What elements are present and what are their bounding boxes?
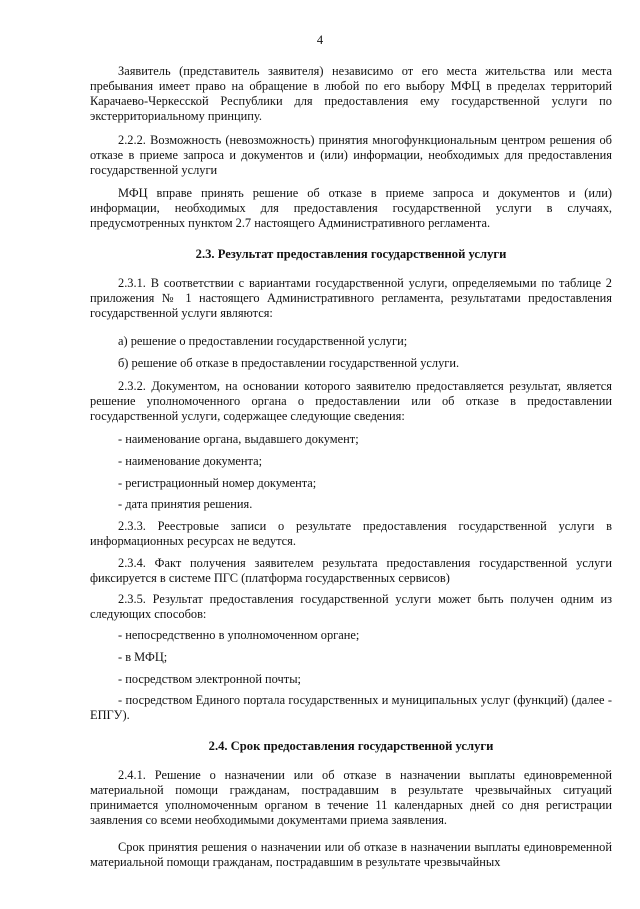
paragraph: - посредством Единого портала государственных и муниципальных услуг (функций) (далее - ЕПГУ). [90, 693, 612, 722]
section-heading: 2.4. Срок предоставления государственной услуги [208, 739, 494, 753]
list-item: - дата принятия решения. [118, 497, 253, 511]
paragraph: 2.2.2. Возможность (невозможность) принятия многофункциональным центром решения об отказе в приеме запроса и документов и (или) информации, необходимых для предоставления государственной услуги [90, 133, 612, 177]
paragraph: 2.4.1. Решение о назначении или об отказе в назначении выплаты единовременной материальной помощи гражданам, пострадавшим в результате чрезвычайных ситуаций принимается уполномоченным органом в течение 11 календарных дней со дня регистрации заявления со всеми необходимыми документами приема заявления. [90, 768, 612, 827]
section-heading: 2.3. Результат предоставления государственной услуги [195, 247, 507, 261]
list-item: - наименование документа; [118, 454, 263, 468]
paragraph: 2.3.1. В соответствии с вариантами государственной услуги, определяемыми по таблице 2 приложения № 1 настоящего Административного регламента, результатами предоставления государственной услуги являются: [90, 276, 612, 320]
paragraph: МФЦ вправе принять решение об отказе в приеме запроса и документов и (или) информации, необходимых для предоставления государственной услуги в случаях, предусмотренных пунктом 2.7 настоящего Административного регламента. [90, 186, 612, 230]
list-item: б) решение об отказе в предоставлении государственной услуги. [118, 356, 460, 370]
page-number: 4 [316, 33, 324, 47]
list-item: а) решение о предоставлении государственной услуги; [118, 334, 408, 348]
paragraph: 2.3.2. Документом, на основании которого заявителю предоставляется результат, является решение уполномоченного органа о предоставлении или об отказе в предоставлении государственной услуги, содержащее следующие сведения: [90, 379, 612, 423]
list-item: - в МФЦ; [118, 650, 168, 664]
paragraph: 2.3.4. Факт получения заявителем результата предоставления государственной услуги фиксируется в системе ПГС (платформа государственных сервисов) [90, 556, 612, 585]
paragraph: 2.3.3. Реестровые записи о результате предоставления государственной услуги в информационных ресурсах не ведутся. [90, 519, 612, 548]
paragraph: Заявитель (представитель заявителя) независимо от его места жительства или места пребывания имеет право на обращение в любой по его выбору МФЦ в пределах территорий Карачаево-Черкесской Республики для предоставления ему государственной услуги по экстерриториальному принципу. [90, 64, 612, 123]
list-item: - регистрационный номер документа; [118, 476, 317, 490]
paragraph: Срок принятия решения о назначении или об отказе в назначении выплаты единовременной материальной помощи гражданам, пострадавшим в результате чрезвычайных [90, 840, 612, 869]
list-item: - посредством электронной почты; [118, 672, 301, 686]
paragraph: 2.3.5. Результат предоставления государственной услуги может быть получен одним из следующих способов: [90, 592, 612, 621]
list-item: - непосредственно в уполномоченном органе; [118, 628, 360, 642]
list-item: - наименование органа, выдавшего документ; [118, 432, 359, 446]
